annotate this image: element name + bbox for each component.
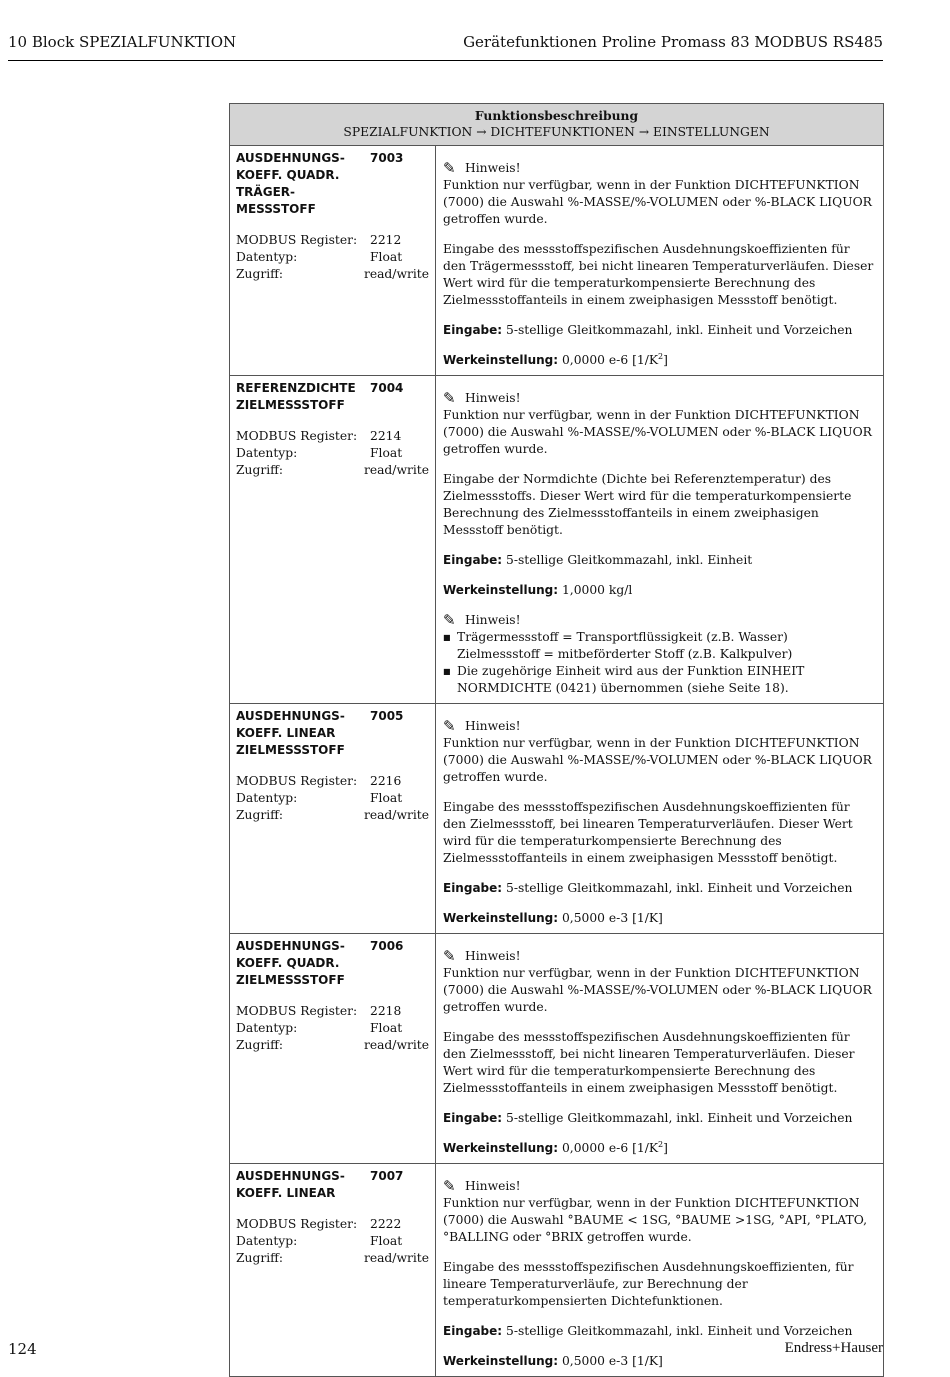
modbus-register-label: MODBUS Register:	[236, 429, 358, 443]
table-title: Funktionsbeschreibung	[474, 108, 639, 123]
modbus-register-row	[236, 1003, 429, 1020]
function-name-line	[236, 1168, 429, 1202]
brand-logo-text: Endress+Hauser	[784, 1340, 883, 1356]
default-label: Werkeinstellung:	[443, 583, 559, 597]
function-code: 7004	[370, 381, 404, 395]
function-info-cell	[230, 704, 436, 934]
hint-text: Funktion nur verfügbar, wenn in der Funktion DICHTEFUNKTION (7000) die Auswahl °BAUME < 1SG, °BAUME >1SG, °API, °PLATO, °BALLING oder °BRIX getroffen wurde.	[443, 1196, 867, 1244]
hint-heading	[443, 612, 876, 629]
table-row	[230, 376, 884, 704]
function-description-cell	[436, 704, 884, 934]
description-text: Eingabe des messstoffspezifischen Ausdehnungskoeffizienten, für lineare Temperaturverläufe, zur Berechnung der temperaturkompensierten Dichtefunktionen.	[443, 1260, 854, 1308]
function-description-cell	[436, 146, 884, 376]
hint-heading	[443, 160, 876, 177]
input-label: Eingabe:	[443, 1111, 503, 1125]
function-name	[236, 938, 370, 989]
default-label: Werkeinstellung:	[443, 1354, 559, 1368]
hint-label: Hinweis!	[465, 719, 521, 733]
hint-heading	[443, 948, 876, 965]
data-type-row	[236, 790, 429, 807]
default-bracket: ]	[663, 1141, 668, 1155]
input-value: 5-stellige Gleitkommazahl, inkl. Einheit und Vorzeichen	[506, 1111, 853, 1125]
function-name-line-text: AUSDEHNUNGS-	[236, 151, 345, 165]
input-value: 5-stellige Gleitkommazahl, inkl. Einheit	[506, 553, 753, 567]
default-bracket: ]	[663, 353, 668, 367]
function-name-line	[236, 380, 429, 414]
data-type-value: Float	[370, 446, 403, 460]
modbus-register-label: MODBUS Register:	[236, 1004, 358, 1018]
access-mode-label: Zugriff:	[236, 1038, 284, 1052]
data-type-label: Datentyp:	[236, 1234, 298, 1248]
data-type-value: Float	[370, 250, 403, 264]
hint-text: Funktion nur verfügbar, wenn in der Funktion DICHTEFUNKTION (7000) die Auswahl %-MASSE/%-VOLUMEN oder %-BLACK LIQUOR getroffen wurde.	[443, 178, 872, 226]
hint-note	[443, 160, 876, 228]
default-label: Werkeinstellung:	[443, 353, 559, 367]
modbus-register-value: 2222	[370, 1217, 402, 1231]
pencil-icon: ✎	[443, 389, 456, 407]
function-name	[236, 150, 370, 218]
default-exponent: 2	[658, 351, 664, 361]
access-mode-label: Zugriff:	[236, 808, 284, 822]
modbus-register-label: MODBUS Register:	[236, 1217, 358, 1231]
default-value: 0,5000 e-3 [1/K]	[561, 1354, 663, 1368]
access-mode-label: Zugriff:	[236, 1251, 284, 1265]
hint-label: Hinweis!	[465, 613, 521, 627]
modbus-register-row	[236, 428, 429, 445]
function-name-line-text: ZIELMESSSTOFF	[236, 973, 345, 987]
function-info-cell	[230, 1164, 436, 1377]
pencil-icon: ✎	[443, 947, 456, 965]
data-type-value: Float	[370, 1021, 403, 1035]
data-type-value: Float	[370, 1234, 403, 1248]
function-code: 7006	[370, 939, 404, 953]
function-info-cell	[230, 376, 436, 704]
hint-label: Hinweis!	[465, 391, 521, 405]
access-mode-value: read/write	[363, 1038, 429, 1052]
bullet-line: ■ Trägermessstoff = Transportflüssigkeit (z.B. Wasser)	[457, 630, 788, 644]
access-mode-row	[236, 1037, 429, 1054]
input-value: 5-stellige Gleitkommazahl, inkl. Einheit und Vorzeichen	[506, 881, 853, 895]
function-name-line-text: REFERENZDICHTE	[236, 381, 356, 395]
function-table	[229, 103, 884, 1377]
hint-text: Funktion nur verfügbar, wenn in der Funktion DICHTEFUNKTION (7000) die Auswahl %-MASSE/%-VOLUMEN oder %-BLACK LIQUOR getroffen wurde.	[443, 408, 872, 456]
hint-heading	[443, 1178, 876, 1195]
default-value: 1,0000 kg/l	[561, 583, 633, 597]
function-code: 7005	[370, 709, 404, 723]
function-info-cell	[230, 146, 436, 376]
table-path: SPEZIALFUNKTION → DICHTEFUNKTIONEN → EINSTELLUNGEN	[343, 125, 770, 139]
function-code: 7007	[370, 1169, 404, 1183]
function-name-line-text: AUSDEHNUNGS-	[236, 709, 345, 723]
access-mode-row	[236, 807, 429, 824]
default-label: Werkeinstellung:	[443, 1141, 559, 1155]
function-code: 7003	[370, 151, 404, 165]
access-mode-value: read/write	[363, 1251, 429, 1265]
default-value: 0,0000 e-6 [1/K	[561, 1141, 659, 1155]
default-label: Werkeinstellung:	[443, 911, 559, 925]
access-mode-value: read/write	[363, 463, 429, 477]
function-name	[236, 380, 370, 414]
list-item	[443, 629, 876, 663]
function-name-line-text: TRÄGER-	[236, 185, 295, 199]
bullet-line: Zielmessstoff = mitbeförderter Stoff (z.B. Kalkpulver)	[457, 647, 793, 661]
function-name-line-text: AUSDEHNUNGS-	[236, 1169, 345, 1183]
list-item: ■ Die zugehörige Einheit wird aus der Funktion EINHEIT NORMDICHTE (0421) übernommen (siehe Seite 18).	[443, 663, 876, 697]
table-header	[230, 104, 884, 146]
input-spec	[443, 1323, 876, 1340]
function-name-line	[236, 938, 429, 989]
data-type-label: Datentyp:	[236, 791, 298, 805]
function-description-cell	[436, 934, 884, 1164]
function-description-cell	[436, 376, 884, 704]
data-type-label: Datentyp:	[236, 446, 298, 460]
function-properties	[236, 1003, 429, 1054]
pencil-icon: ✎	[443, 1177, 456, 1195]
modbus-register-label: MODBUS Register:	[236, 233, 358, 247]
modbus-register-value: 2212	[370, 233, 402, 247]
access-mode-row	[236, 266, 429, 283]
function-name-line-text: KOEFF. LINEAR	[236, 1186, 336, 1200]
function-name-line-text: MESSSTOFF	[236, 202, 316, 216]
function-info-cell	[230, 934, 436, 1164]
modbus-register-row	[236, 232, 429, 249]
input-spec	[443, 880, 876, 897]
function-name-line-text: AUSDEHNUNGS-	[236, 939, 345, 953]
access-mode-label: Zugriff:	[236, 463, 284, 477]
default-setting	[443, 352, 876, 369]
header-rule	[8, 60, 883, 61]
hint-note	[443, 390, 876, 458]
hint-text: Funktion nur verfügbar, wenn in der Funktion DICHTEFUNKTION (7000) die Auswahl %-MASSE/%-VOLUMEN oder %-BLACK LIQUOR getroffen wurde.	[443, 966, 872, 1014]
function-name-line	[236, 708, 429, 759]
access-mode-label: Zugriff:	[236, 267, 284, 281]
hint-bullet-list	[443, 629, 876, 697]
data-type-row	[236, 1020, 429, 1037]
description-text: Eingabe der Normdichte (Dichte bei Referenztemperatur) des Zielmessstoffs. Dieser Wert wird für die temperaturkompensierte Berechnung des Zielmessstoffanteils in einem zweiphasigen Messstoff benötigt.	[443, 472, 852, 537]
function-name-line-text: ZIELMESSSTOFF	[236, 743, 345, 757]
access-mode-row	[236, 1250, 429, 1267]
input-spec	[443, 552, 876, 569]
modbus-register-value: 2218	[370, 1004, 402, 1018]
default-setting	[443, 582, 876, 599]
hint-note	[443, 718, 876, 786]
data-type-row	[236, 1233, 429, 1250]
hint-note	[443, 948, 876, 1016]
hint-note	[443, 1178, 876, 1246]
modbus-register-row	[236, 773, 429, 790]
function-name-line	[236, 150, 429, 218]
input-label: Eingabe:	[443, 553, 503, 567]
default-value: 0,0000 e-6 [1/K	[561, 353, 659, 367]
function-name-line-text: KOEFF. QUADR.	[236, 956, 340, 970]
function-properties	[236, 428, 429, 479]
table-body	[230, 146, 884, 1377]
function-properties	[236, 773, 429, 824]
hint-text: Funktion nur verfügbar, wenn in der Funktion DICHTEFUNKTION (7000) die Auswahl %-MASSE/%-VOLUMEN oder %-BLACK LIQUOR getroffen wurde.	[443, 736, 872, 784]
access-mode-value: read/write	[363, 808, 429, 822]
hint-label: Hinweis!	[465, 1179, 521, 1193]
pencil-icon: ✎	[443, 611, 456, 629]
table-row	[230, 704, 884, 934]
access-mode-row	[236, 462, 429, 479]
default-setting	[443, 910, 876, 927]
page-header-section: 10 Block SPEZIALFUNKTION	[8, 33, 237, 51]
data-type-label: Datentyp:	[236, 1021, 298, 1035]
data-type-row	[236, 249, 429, 266]
page-header-title: Gerätefunktionen Proline Promass 83 MODBUS RS485	[463, 33, 883, 51]
input-label: Eingabe:	[443, 881, 503, 895]
default-setting	[443, 1140, 876, 1157]
data-type-value: Float	[370, 791, 403, 805]
modbus-register-value: 2214	[370, 429, 402, 443]
input-label: Eingabe:	[443, 1324, 503, 1338]
input-spec	[443, 322, 876, 339]
function-name-line-text: ZIELMESSSTOFF	[236, 398, 345, 412]
function-name-line-text: KOEFF. QUADR.	[236, 168, 340, 182]
input-label: Eingabe:	[443, 323, 503, 337]
function-properties	[236, 232, 429, 283]
modbus-register-label: MODBUS Register:	[236, 774, 358, 788]
table-row	[230, 146, 884, 376]
hint-label: Hinweis!	[465, 161, 521, 175]
table-row	[230, 934, 884, 1164]
description-text: Eingabe des messstoffspezifischen Ausdehnungskoeffizienten für den Trägermessstoff, bei nicht linearen Temperaturverläufen. Dieser Wert wird für die temperaturkompensierte Berechnung des Zielmessstoffanteils in einem zweiphasigen Messstoff benötigt.	[443, 242, 874, 307]
input-spec	[443, 1110, 876, 1127]
table-header-row	[230, 104, 884, 146]
modbus-register-value: 2216	[370, 774, 402, 788]
function-name-line-text: KOEFF. LINEAR	[236, 726, 336, 740]
function-properties	[236, 1216, 429, 1267]
default-value: 0,5000 e-3 [1/K]	[561, 911, 663, 925]
page-number: 124	[8, 1340, 37, 1358]
hint-heading	[443, 718, 876, 735]
hint-label: Hinweis!	[465, 949, 521, 963]
access-mode-value: read/write	[363, 267, 429, 281]
data-type-row	[236, 445, 429, 462]
modbus-register-row	[236, 1216, 429, 1233]
hint-heading	[443, 390, 876, 407]
pencil-icon: ✎	[443, 159, 456, 177]
description-text: Eingabe des messstoffspezifischen Ausdehnungskoeffizienten für den Zielmessstoff, bei linearen Temperaturverläufen. Dieser Wert wird für die temperaturkompensierte Berechnung des Zielmessstoffanteils in einem zweiphasigen Messstoff benötigt.	[443, 800, 853, 865]
function-name	[236, 1168, 370, 1202]
input-value: 5-stellige Gleitkommazahl, inkl. Einheit und Vorzeichen	[506, 323, 853, 337]
input-value: 5-stellige Gleitkommazahl, inkl. Einheit und Vorzeichen	[506, 1324, 853, 1338]
description-text: Eingabe des messstoffspezifischen Ausdehnungskoeffizienten für den Zielmessstoff, bei nicht linearen Temperaturverläufen. Dieser Wert wird für die temperaturkompensierte Berechnung des Zielmessstoffanteils in einem zweiphasigen Messstoff benötigt.	[443, 1030, 855, 1095]
default-exponent: 2	[658, 1139, 664, 1149]
hint-note-2	[443, 612, 876, 697]
function-name	[236, 708, 370, 759]
data-type-label: Datentyp:	[236, 250, 298, 264]
pencil-icon: ✎	[443, 717, 456, 735]
